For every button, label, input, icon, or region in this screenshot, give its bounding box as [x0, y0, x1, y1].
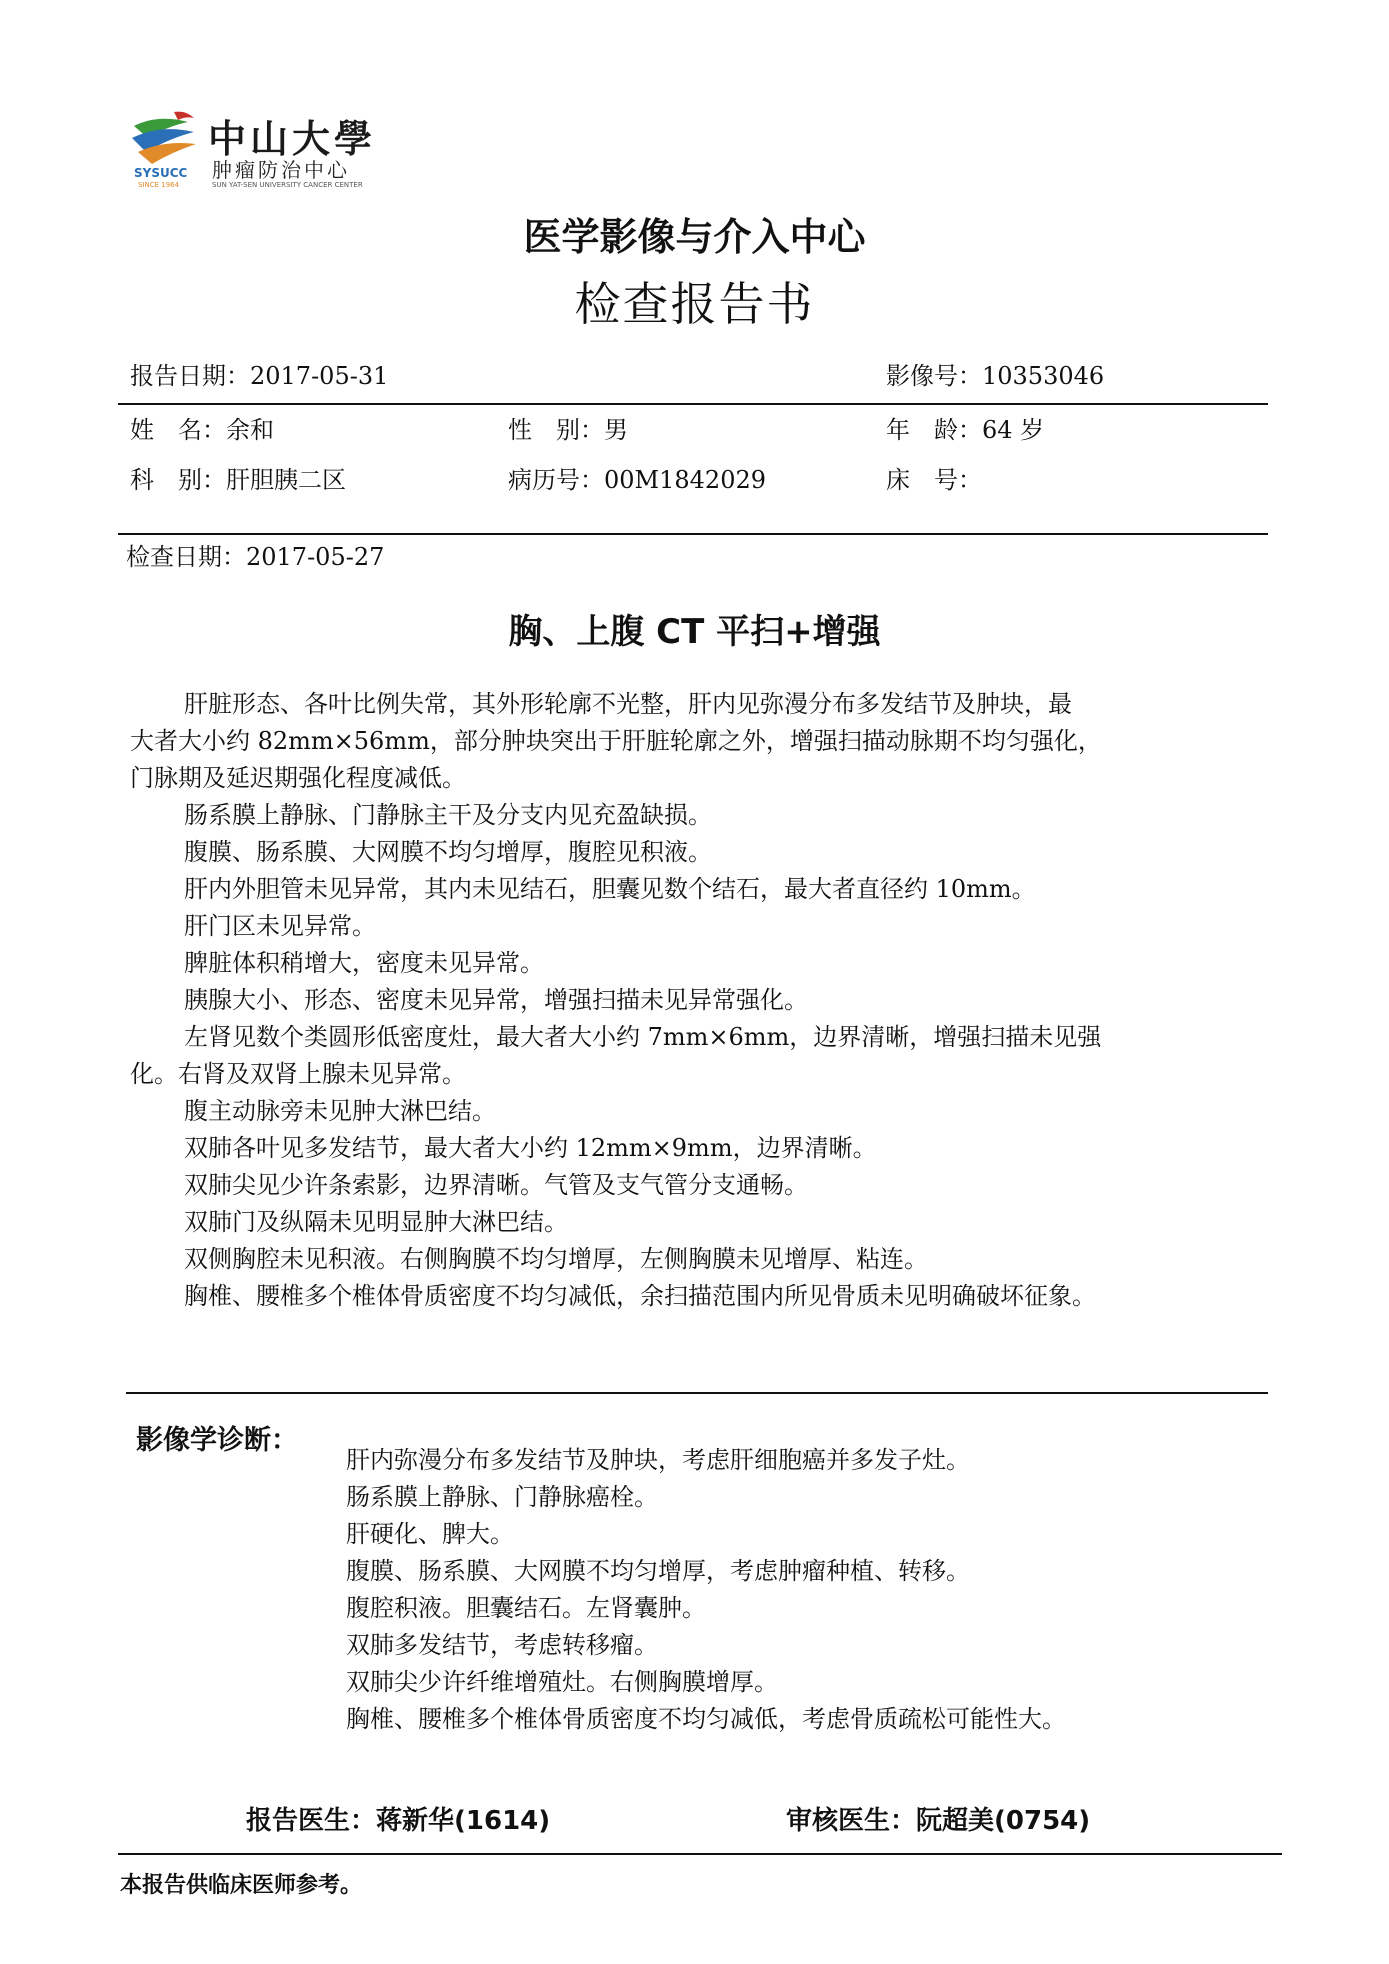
diagnosis-item: 双肺尖少许纤维增殖灶。右侧胸膜增厚。	[346, 1668, 778, 1696]
finding-line: 肝脏形态、各叶比例失常，其外形轮廓不光整，肝内见弥漫分布多发结节及肿块，最	[184, 690, 1072, 718]
finding-line: 胸椎、腰椎多个椎体骨质密度不均匀减低，余扫描范围内所见骨质未见明确破坏征象。	[184, 1282, 1096, 1310]
finding-line: 双侧胸腔未见积液。右侧胸膜不均匀增厚，左侧胸膜未见增厚、粘连。	[184, 1245, 928, 1273]
report-doctor: 报告医生：蒋新华(1614)	[246, 1806, 551, 1836]
patient-age: 年 龄：64 岁	[886, 416, 1045, 444]
bed-number: 床 号：	[886, 466, 982, 494]
finding-line: 双肺尖见少许条索影，边界清晰。气管及支气管分支通畅。	[184, 1171, 808, 1199]
diagnosis-item: 双肺多发结节，考虑转移瘤。	[346, 1631, 658, 1659]
exam-date: 检查日期：2017-05-27	[126, 543, 385, 571]
diagnosis-item: 肝内弥漫分布多发结节及肿块，考虑肝细胞癌并多发子灶。	[346, 1446, 970, 1474]
finding-line: 肝门区未见异常。	[184, 912, 376, 940]
patient-sex: 性 别：男	[508, 416, 628, 444]
diagnosis-item: 胸椎、腰椎多个椎体骨质密度不均匀减低，考虑骨质疏松可能性大。	[346, 1705, 1066, 1733]
divider	[126, 1392, 1268, 1394]
finding-line: 左肾见数个类圆形低密度灶，最大者大小约 7mm×6mm，边界清晰，增强扫描未见强	[184, 1023, 1102, 1051]
review-doctor: 审核医生：阮超美(0754)	[786, 1806, 1091, 1836]
record-number: 病历号：00M1842029	[508, 466, 766, 494]
finding-line: 门脉期及延迟期强化程度减低。	[130, 764, 466, 792]
logo-name-en: SUN YAT-SEN UNIVERSITY CANCER CENTER	[212, 181, 363, 189]
finding-line: 腹主动脉旁未见肿大淋巴结。	[184, 1097, 496, 1125]
finding-line: 腹膜、肠系膜、大网膜不均匀增厚，腹腔见积液。	[184, 838, 712, 866]
finding-line: 肝内外胆管未见异常，其内未见结石，胆囊见数个结石，最大者直径约 10mm。	[184, 875, 1036, 903]
patient-name: 姓 名：余和	[130, 416, 274, 444]
finding-line: 胰腺大小、形态、密度未见异常，增强扫描未见异常强化。	[184, 986, 808, 1014]
logo-subtitle-cn: 肿瘤防治中心	[212, 158, 350, 182]
diagnosis-item: 肝硬化、脾大。	[346, 1520, 514, 1548]
diagnosis-item: 腹膜、肠系膜、大网膜不均匀增厚，考虑肿瘤种植、转移。	[346, 1557, 970, 1585]
finding-line: 化。右肾及双肾上腺未见异常。	[130, 1060, 466, 1088]
exam-title: 胸、上腹 CT 平扫+增强	[508, 612, 881, 652]
logo-name-cn: 中山大學	[208, 117, 377, 161]
diagnosis-item: 腹腔积液。胆囊结石。左肾囊肿。	[346, 1594, 706, 1622]
department: 科 别：肝胆胰二区	[130, 466, 346, 494]
finding-line: 双肺门及纵隔未见明显肿大淋巴结。	[184, 1208, 568, 1236]
image-number: 影像号：10353046	[886, 362, 1105, 390]
department-title: 医学影像与介入中心	[523, 215, 866, 259]
document-title: 检查报告书	[574, 277, 815, 331]
logo-since: SINCE 1964	[138, 181, 180, 189]
report-date: 报告日期：2017-05-31	[130, 362, 389, 390]
divider	[118, 1853, 1282, 1855]
footnote: 本报告供临床医师参考。	[120, 1873, 363, 1898]
finding-line: 大者大小约 82mm×56mm，部分肿块突出于肝脏轮廓之外，增强扫描动脉期不均匀强化，	[130, 727, 1102, 755]
finding-line: 脾脏体积稍增大，密度未见异常。	[184, 949, 544, 977]
finding-line: 肠系膜上静脉、门静脉主干及分支内见充盈缺损。	[184, 801, 712, 829]
finding-line: 双肺各叶见多发结节，最大者大小约 12mm×9mm，边界清晰。	[184, 1134, 877, 1162]
diagnosis-item: 肠系膜上静脉、门静脉癌栓。	[346, 1483, 658, 1511]
diagnosis-label: 影像学诊断：	[136, 1425, 298, 1456]
logo-abbr: SYSUCC	[134, 166, 188, 180]
